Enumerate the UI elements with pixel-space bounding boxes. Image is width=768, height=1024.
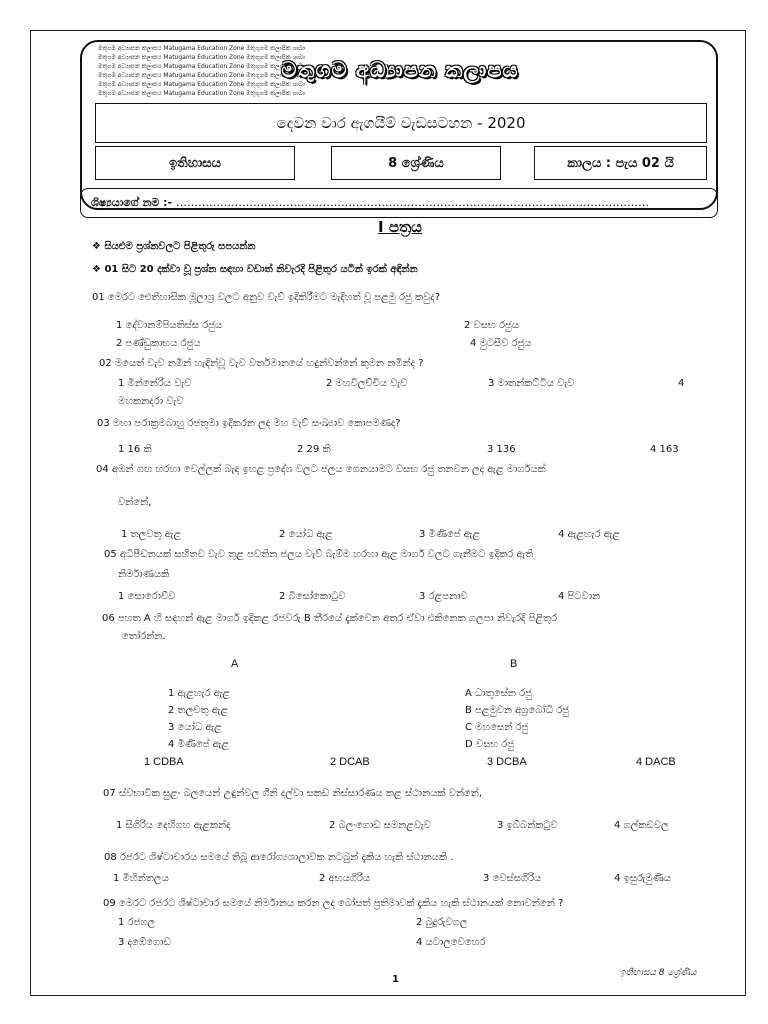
q06-colA-head: A <box>231 658 239 670</box>
q04-text: 04 අඹන් ගඟ හරහා වෙල්ලක් බැඳ ඉහළ ප්‍රදේශ වලට ජලය ගෙනයාමට වසභ රජු තනවන ලද ඇළ මාර්ගයක් <box>96 464 546 475</box>
q06-colA-3: 3 යෝධ ඇළ <box>168 722 222 733</box>
q06-opt2[interactable]: 2 DCAB <box>330 756 370 768</box>
q06-colB-3: C මහසෙන් රජු <box>465 722 529 733</box>
q08-opt4[interactable]: 4 ඉසුරුමුණිය <box>614 873 671 884</box>
q02-opt3[interactable]: 3 මාතන්කට්ටිය වැව <box>488 378 575 389</box>
q04-text2: වන්නේ, <box>118 497 152 508</box>
footer-subject: ඉතිහාසය 8 ශ්‍රේණිය <box>620 968 697 978</box>
q03-text: 03 මහා පරාක්‍රමබාහු රජතුමා ඉදිකරන ලද මහ වැව් සංඛ්‍යාව කොපමණද? <box>97 418 401 429</box>
q07-opt4[interactable]: 4 ගල්කඩවල <box>614 820 669 831</box>
q06-colB-4: D වසභ රජු <box>465 739 515 750</box>
q08-opt1[interactable]: 1 මිහින්තලය <box>113 873 169 884</box>
q02-opt2[interactable]: 2 මහවිලච්චිය වැව <box>326 378 408 389</box>
time-box: කාලය : පැය 02 යි <box>534 146 707 180</box>
q06-colB-head: B <box>510 658 518 670</box>
q06-colA-4: 4 මිණිපේ ඇළ <box>168 739 230 750</box>
q04-opt3[interactable]: 3 මිණිපේ ඇළ <box>419 529 481 540</box>
q08-opt3[interactable]: 3 වෙස්සගිරිය <box>483 873 542 884</box>
q06-opt1[interactable]: 1 CDBA <box>144 756 184 768</box>
q06-colA-2: 2 තලවතු ඇළ <box>168 705 229 716</box>
q07-opt2[interactable]: 2 බලංගොඩ සමනළවැව <box>329 820 431 831</box>
q06-text: 06 පහත A හි සඳහන් ඇළ මාර්ග ඉදිකළ රජවරු B තීරයේ දැක්වෙන අතර ඒවා එකිනෙක ගලපා නිවැරදි පිළිතුර <box>102 613 558 624</box>
q04-opt2[interactable]: 2 යෝධ ඇළ <box>279 529 333 540</box>
q09-text: 09 මෙරට රජරට ශිෂ්ටාචාර සමයේ නිර්මානය කරන ලද බෝසත් ප්‍රතිමාවක් දැකිය හැකි ස්ථානයක් නොවන්නේ ? <box>103 898 564 909</box>
q03-opt4[interactable]: 4 163 <box>650 444 679 455</box>
q06-colB-1: A ධාතුසේන රජු <box>465 688 532 699</box>
q06-colA-1: 1 ඇළහැර ඇළ <box>168 688 231 699</box>
q06-opt3[interactable]: 3 DCBA <box>487 756 527 768</box>
q06-opt4[interactable]: 4 DACB <box>636 756 676 768</box>
q05-text2: නිර්මාණයකි <box>118 569 170 580</box>
q01-opt2[interactable]: 2 වසභ රජුය <box>464 320 519 331</box>
q05-opt2[interactable]: 2 බිසෝකොටුව <box>279 591 346 602</box>
q01-opt3[interactable]: 2 පණ්ඩුකාභය රජුය <box>116 338 201 349</box>
grade-box: 8 ශ්‍රේණිය <box>331 146 501 180</box>
q04-opt4[interactable]: 4 ඇළහැර ඇළ <box>558 529 621 540</box>
q07-opt1[interactable]: 1 සීගිරිය දෙහිගහ ඇළකන්ද <box>116 820 231 831</box>
student-name-label: ශිෂ්‍යයාගේ නම :- <box>91 196 173 209</box>
q03-opt1[interactable]: 1 16 කි <box>118 444 152 455</box>
zone-name: මතුගම අධ්‍යාපන කලාපය <box>281 58 519 82</box>
q09-opt2[interactable]: 2 බුදුරුවගල <box>416 917 468 928</box>
q05-opt1[interactable]: 1 සොරොව්ව <box>118 591 176 602</box>
student-name-field[interactable] <box>80 188 718 218</box>
q07-text: 07 ස්වභාවික සුළං බලයෙන් උඳුන්වල ගිනි දල්වා සකඩ නිස්සාරණය කළ ස්ථානයක් වන්නේ, <box>103 788 483 799</box>
q06-text2: තෝරන්න. <box>122 631 166 642</box>
subject-box: ඉතිහාසය <box>95 146 295 180</box>
q01-opt4[interactable]: 4 මුටසීව රජුය <box>470 338 532 349</box>
q02-opt1[interactable]: 1 මින්නේරිය වැව <box>118 378 192 389</box>
q02-opt4-text: මහකනදරා වැව <box>118 396 184 407</box>
instruction-1: ❖ සියළුම ප්‍රශ්නවලට පිළිතුරු සපයන්න <box>92 241 256 252</box>
paper-label: I පත්‍රය <box>378 218 422 236</box>
q01-text: 01 මෙරට ඓතිහාසික මූලාශ්‍ර වලට අනුව වැව් ඉදිකිරීමට මැදිහත් වූ පළමු රජු කවුද? <box>92 292 441 303</box>
q09-opt3[interactable]: 3 දඹේගොඩ <box>118 937 171 948</box>
q07-opt3[interactable]: 3 ඉබ්බන්කටුව <box>497 820 558 831</box>
page-number: 1 <box>392 974 399 985</box>
q09-opt4[interactable]: 4 යටාලවෙහෙර <box>416 937 486 948</box>
q02-text: 02 මයෙත් වැව නමින් හැඳින්වූ වැව වර්තමානයේ හඳුන්වන්නේ කුමන නමින්ද ? <box>99 358 424 369</box>
q01-opt1[interactable]: 1 දේවානම්පියතිස්ස රජුය <box>116 320 223 331</box>
instruction-2: ❖ 01 සිට 20 දක්වා වූ ප්‍රශ්න සඳහා වඩාත් නිවැරදි පිළිතුර යටින් ඉරක් අඳින්න <box>92 264 418 275</box>
student-name-dots: ………………………………………………………………………………………………………………… <box>175 196 649 209</box>
q05-opt3[interactable]: 3 රළපනාව <box>419 591 468 602</box>
q08-opt2[interactable]: 2 අභයගිරිය <box>319 873 371 884</box>
q05-opt4[interactable]: 4 පිටවාන <box>558 591 601 602</box>
q09-opt1[interactable]: 1 රජගල <box>118 917 156 928</box>
q02-opt4[interactable]: 4 <box>678 378 685 389</box>
header-pattern: මතුගම අධ්‍යාපන කලාපය Matugama Education Zone මතුගුගම කලාපික ශාඛා මතුගම අධ්‍යාපන කලාපය Matugama Education Zone මතුගුගම කලාපික ශාඛා මතුගම අධ්‍යාපන කලාපය Matugama Education Zone මතුගුගම කලාපික ශාඛා මතුගම අධ්‍යාපන කලාපය Matugama Education Zone මතුගුගම කලාපික ශාඛා මතුගම අධ්‍යාපන කලාපය Matugama Education Zone මතුගුගම කලාපික ශාඛා මතුගම අධ්‍යාපන කලාපය Matugama Education Zone මතුගුගම කලාපික ශාඛා <box>98 45 306 97</box>
q08-text: 08 රජරට ශිෂ්ටාචාරය සමයේ තිබූ ආරෝග්‍යශාලාවක නටබුන් දැකිය හැකි ස්ථානයකි . <box>104 852 454 863</box>
q06-colB-2: B පළමුවන අග්‍රබෝධි රජු <box>465 705 570 716</box>
q04-opt1[interactable]: 1 තලවතු ඇළ <box>121 529 182 540</box>
test-title: දෙවන වාර ඇගයීම් වැඩසටහන - 2020 <box>95 103 707 143</box>
q03-opt3[interactable]: 3 136 <box>487 444 516 455</box>
q03-opt2[interactable]: 2 29 කි <box>297 444 331 455</box>
q05-text: 05 අධිපීඩනයක් සහිතව වැව තුළ පවතින ජලය වැව් බැම්ම හරහා ඇළ මාර්ග වලට ගැනීමට ඉදිකර ඇති <box>104 549 534 560</box>
